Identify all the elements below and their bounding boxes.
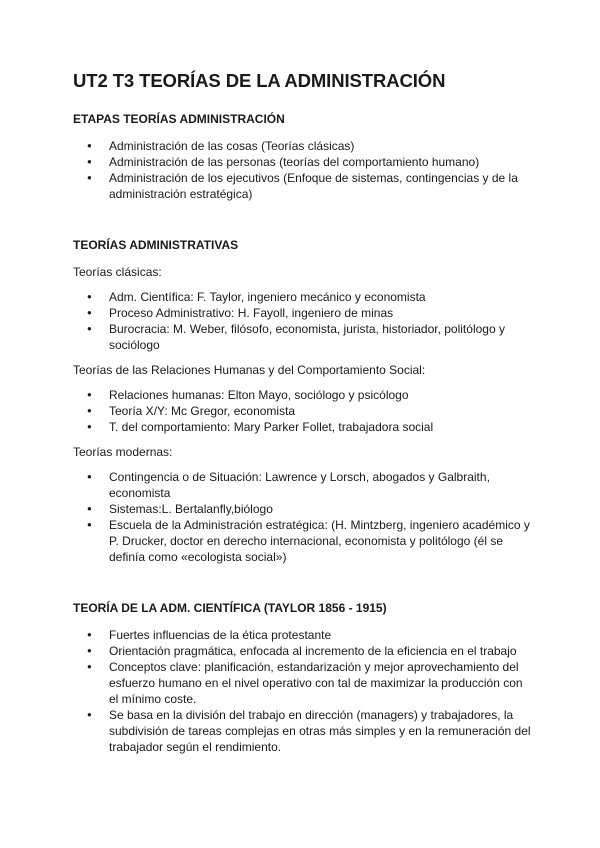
list-item: ● Orientación pragmática, enfocada al incremento de la eficiencia en el trabajo <box>73 643 533 659</box>
document-title: UT2 T3 TEORÍAS DE LA ADMINISTRACIÓN <box>73 70 446 91</box>
modernas-list <box>73 469 533 565</box>
subheading-relaciones: Teorías de las Relaciones Humanas y del Comportamiento Social: <box>73 363 426 377</box>
list-item: ● Escuela de la Administración estratégica: (H. Mintzberg, ingeniero académico y P. Drucker, doctor en derecho internacional, economista y politólogo (él se definía como «ecologista social») <box>73 517 533 565</box>
section-heading-teorias: TEORÍAS ADMINISTRATIVAS <box>73 238 239 252</box>
list-item: ● Relaciones humanas: Elton Mayo, sociólogo y psicólogo <box>73 387 533 403</box>
list-item: ● Sistemas:L. Bertalanfly,biólogo <box>73 501 533 517</box>
section-heading-taylor: TEORÍA DE LA ADM. CIENTÍFICA (TAYLOR 1856 - 1915) <box>73 601 387 615</box>
list-item: ● Proceso Administrativo: H. Fayoll, ingeniero de minas <box>73 305 533 321</box>
taylor-list <box>73 627 533 755</box>
document-page <box>73 68 533 755</box>
etapas-list <box>73 138 533 202</box>
list-item: ● Contingencia o de Situación: Lawrence y Lorsch, abogados y Galbraith, economista <box>73 469 533 501</box>
list-item: ● Administración de las cosas (Teorías clásicas) <box>73 138 533 154</box>
subheading-clasicas: Teorías clásicas: <box>73 265 162 279</box>
list-item: ● Teoría X/Y: Mc Gregor, economista <box>73 403 533 419</box>
list-item: ● Conceptos clave: planificación, estandarización y mejor aprovechamiento del esfuerzo humano en el nivel operativo con tal de maximizar la producción con el mínimo coste. <box>73 659 533 707</box>
list-item: ● Administración de los ejecutivos (Enfoque de sistemas, contingencias y de la administración estratégica) <box>73 170 533 202</box>
list-item: ● Burocracia: M. Weber, filósofo, economista, jurista, historiador, politólogo y sociólogo <box>73 321 533 353</box>
relaciones-list <box>73 387 533 435</box>
clasicas-list <box>73 289 533 353</box>
subheading-modernas: Teorías modernas: <box>73 445 173 459</box>
list-item: ● T. del comportamiento: Mary Parker Follet, trabajadora social <box>73 419 533 435</box>
list-item: ● Administración de las personas (teorías del comportamiento humano) <box>73 154 533 170</box>
section-heading-etapas: ETAPAS TEORÍAS ADMINISTRACIÓN <box>73 112 285 126</box>
list-item: ● Se basa en la división del trabajo en dirección (managers) y trabajadores, la subdivisión de tareas complejas en otras más simples y en la remuneración del trabajador según el rendimiento. <box>73 707 533 755</box>
list-item: ● Adm. Científica: F. Taylor, ingeniero mecánico y economista <box>73 289 533 305</box>
list-item: ● Fuertes influencias de la ética protestante <box>73 627 533 643</box>
